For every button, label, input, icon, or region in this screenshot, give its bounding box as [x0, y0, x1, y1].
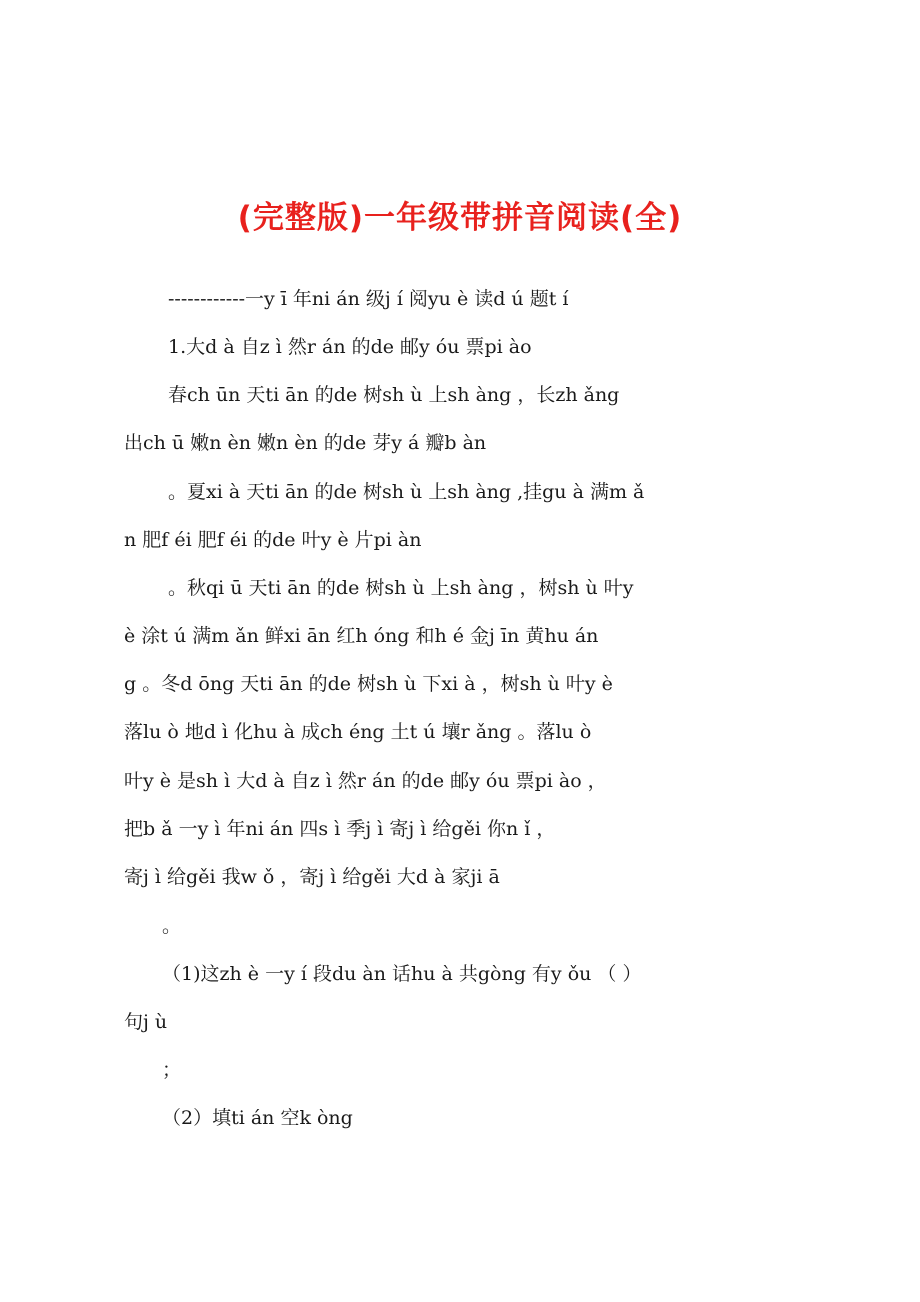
- question-1-cont: 句j ù: [124, 1011, 168, 1033]
- passage-line: 出ch ū 嫩n èn 嫩n èn 的de 芽y á 瓣b àn: [124, 432, 487, 454]
- question-1: （1)这zh è 一y í 段du àn 话hu à 共gòng 有y ǒu （ ）: [162, 963, 642, 985]
- passage-line: 落lu ò 地d ì 化hu à 成ch éng 土t ú 壤r ǎng 。落lu ò: [124, 721, 592, 743]
- passage-line: 春ch ūn 天ti ān 的de 树sh ù 上sh àng ，长zh ǎng: [168, 384, 620, 406]
- question-1-end: ；: [162, 1059, 182, 1081]
- passage-title: 1.大d à 自z ì 然r án 的de 邮y óu 票pi ào: [168, 336, 532, 358]
- question-header: ------------一y ī 年ni án 级j í 阅yu è 读d ú 题t í: [168, 288, 569, 310]
- passage-line: 寄j ì 给gěi 我w ǒ ，寄j ì 给gěi 大d à 家ji ā: [124, 866, 500, 888]
- passage-line: 。夏xi à 天ti ān 的de 树sh ù 上sh àng ,挂gu à 满m ǎ: [168, 481, 645, 503]
- passage-end-mark: 。: [162, 915, 182, 937]
- passage-line: 把b ǎ 一y ì 年ni án 四s ì 季j ì 寄j ì 给gěi 你n ǐ ，: [124, 818, 556, 840]
- document-title: (完整版)一年级带拼音阅读(全): [237, 200, 683, 236]
- passage-line: 。秋qi ū 天ti ān 的de 树sh ù 上sh àng ，树sh ù 叶y: [168, 577, 634, 599]
- passage-line: 叶y è 是sh ì 大d à 自z ì 然r án 的de 邮y óu 票pi ào ，: [124, 770, 607, 792]
- passage-line: è 涂t ú 满m ǎn 鲜xi ān 红h óng 和h é 金j īn 黄hu án: [124, 625, 599, 647]
- passage-line: n 肥f éi 肥f éi 的de 叶y è 片pi àn: [124, 529, 422, 551]
- question-2: （2）填ti án 空k òng: [162, 1107, 353, 1129]
- passage-line: g 。冬d ōng 天ti ān 的de 树sh ù 下xi à ，树sh ù 叶y è: [124, 673, 613, 695]
